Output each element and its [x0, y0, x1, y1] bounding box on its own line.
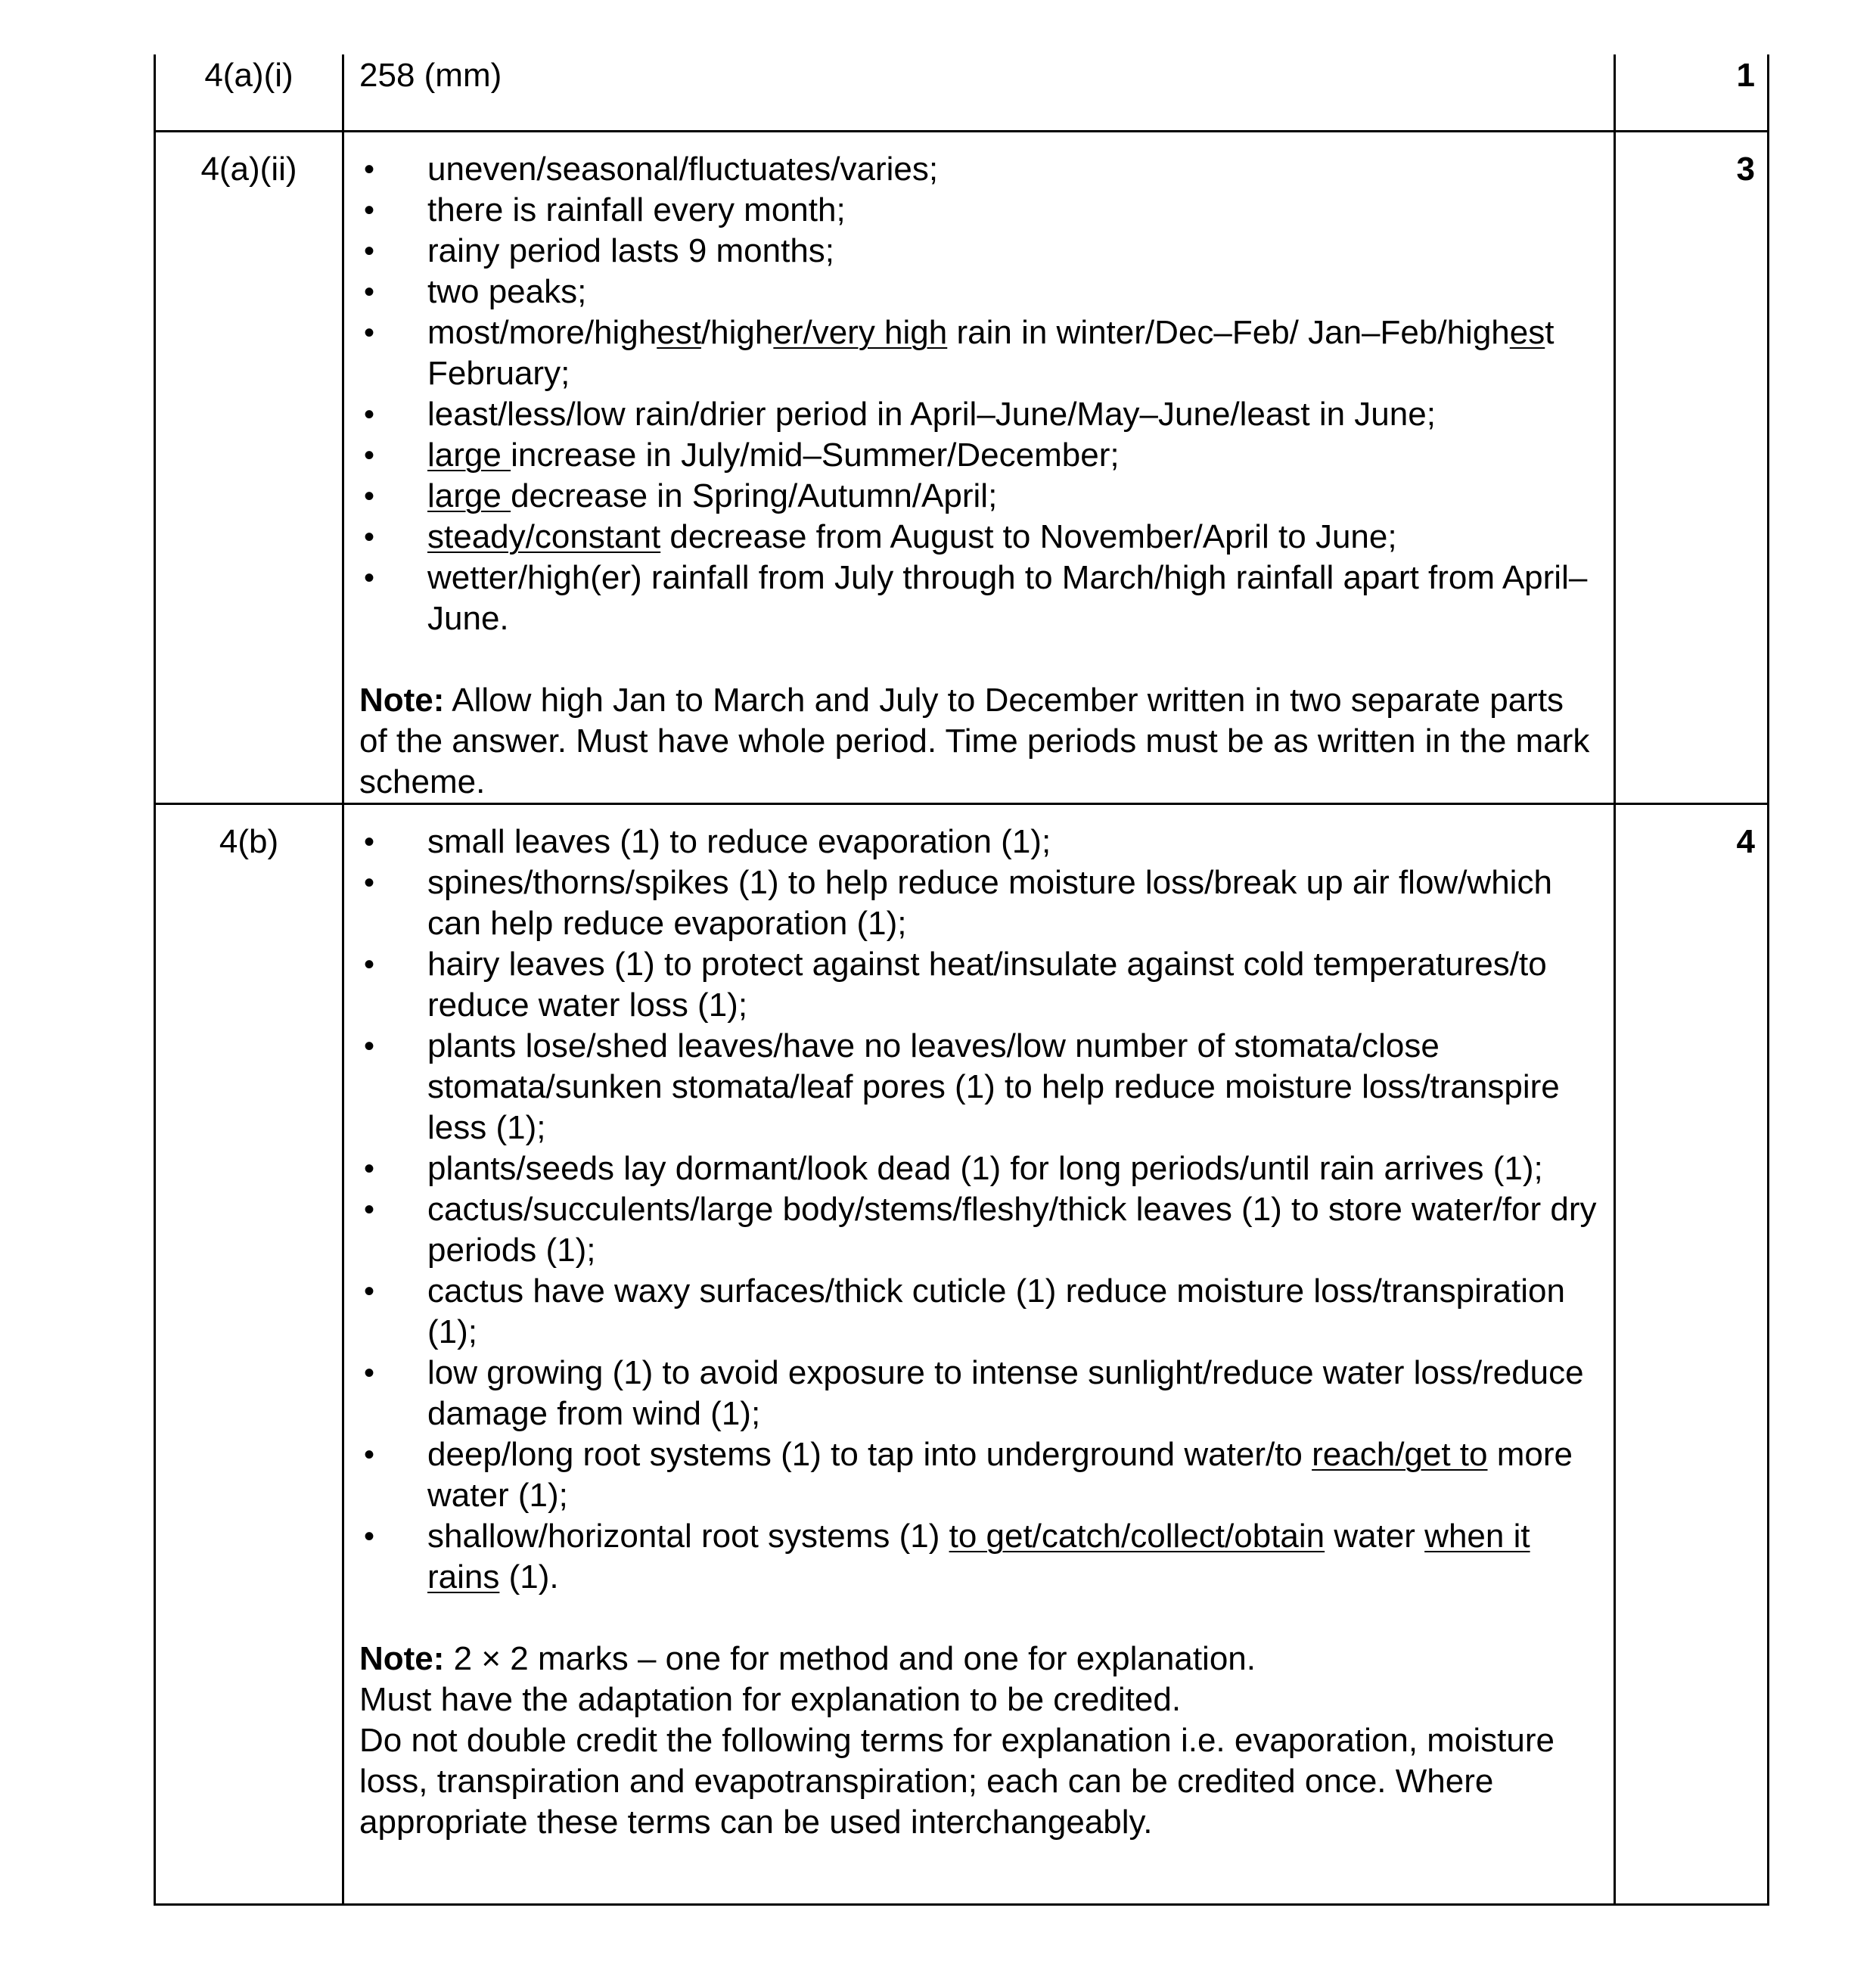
marks-cell: 3: [1615, 132, 1769, 804]
marks-cell: 1: [1615, 54, 1769, 132]
list-item: • cactus/succulents/large body/stems/fleshy/thick leaves (1) to store water/for dry periods (1);: [359, 1189, 1598, 1271]
table-row: [155, 804, 1769, 1905]
question-number: 4(a)(i): [155, 54, 343, 132]
list-item: • large decrease in Spring/Autumn/April;: [359, 476, 1598, 517]
list-item: • large increase in July/mid–Summer/December;: [359, 435, 1598, 476]
question-number: 4(a)(ii): [155, 132, 343, 804]
note-label: Note:: [359, 1640, 445, 1677]
note-text: Do not double credit the following terms for explanation i.e. evaporation, moisture loss, transpiration and evapotranspiration; each can be credited once. Where appropriate these terms can be used interchangeably.: [359, 1722, 1555, 1841]
mark-scheme-table: [154, 54, 1769, 1906]
list-item: • shallow/horizontal root systems (1) to get/catch/collect/obtain water when it rains (1).: [359, 1516, 1598, 1598]
table-row: [155, 132, 1769, 804]
list-item: • uneven/seasonal/fluctuates/varies;: [359, 149, 1598, 190]
list-item: • spines/thorns/spikes (1) to help reduce moisture loss/break up air flow/which can help reduce evaporation (1);: [359, 862, 1598, 944]
list-item: • deep/long root systems (1) to tap into underground water/to reach/get to more water (1);: [359, 1434, 1598, 1516]
list-item: • small leaves (1) to reduce evaporation (1);: [359, 822, 1598, 862]
answer-cell: [343, 804, 1615, 1905]
answer-bullet-list: [359, 822, 1598, 1598]
list-item: • plants lose/shed leaves/have no leaves/low number of stomata/close stomata/sunken stomata/leaf pores (1) to help reduce moisture loss/transpire less (1);: [359, 1026, 1598, 1148]
marks-cell: 4: [1615, 804, 1769, 1905]
answer-cell: [343, 132, 1615, 804]
list-item: • least/less/low rain/drier period in April–June/May–June/least in June;: [359, 394, 1598, 435]
list-item: • two peaks;: [359, 272, 1598, 312]
list-item: • hairy leaves (1) to protect against heat/insulate against cold temperatures/to reduce water loss (1);: [359, 944, 1598, 1026]
note: [359, 1639, 1598, 1843]
list-item: • low growing (1) to avoid exposure to intense sunlight/reduce water loss/reduce damage from wind (1);: [359, 1353, 1598, 1434]
list-item: • rainy period lasts 9 months;: [359, 231, 1598, 272]
note: [359, 680, 1598, 803]
note-text: 2 × 2 marks – one for method and one for explanation.: [444, 1640, 1256, 1677]
question-number: 4(b): [155, 804, 343, 1905]
note-label: Note:: [359, 682, 445, 719]
note-text: Allow high Jan to March and July to December written in two separate parts of the answer. Must have whole period. Time periods must be as written in the mark scheme.: [359, 682, 1590, 800]
list-item: • wetter/high(er) rainfall from July through to March/high rainfall apart from April–June.: [359, 558, 1598, 639]
list-item: • plants/seeds lay dormant/look dead (1) for long periods/until rain arrives (1);: [359, 1148, 1598, 1189]
note-text: Must have the adaptation for explanation to be credited.: [359, 1681, 1182, 1718]
list-item: • there is rainfall every month;: [359, 190, 1598, 231]
list-item: • steady/constant decrease from August to November/April to June;: [359, 517, 1598, 558]
answer-cell: 258 (mm): [343, 54, 1615, 132]
answer-bullet-list: [359, 149, 1598, 639]
list-item: • most/more/highest/higher/very high rain in winter/Dec–Feb/ Jan–Feb/highest February;: [359, 312, 1598, 394]
table-row: [155, 54, 1769, 132]
list-item: • cactus have waxy surfaces/thick cuticle (1) reduce moisture loss/transpiration (1);: [359, 1271, 1598, 1353]
